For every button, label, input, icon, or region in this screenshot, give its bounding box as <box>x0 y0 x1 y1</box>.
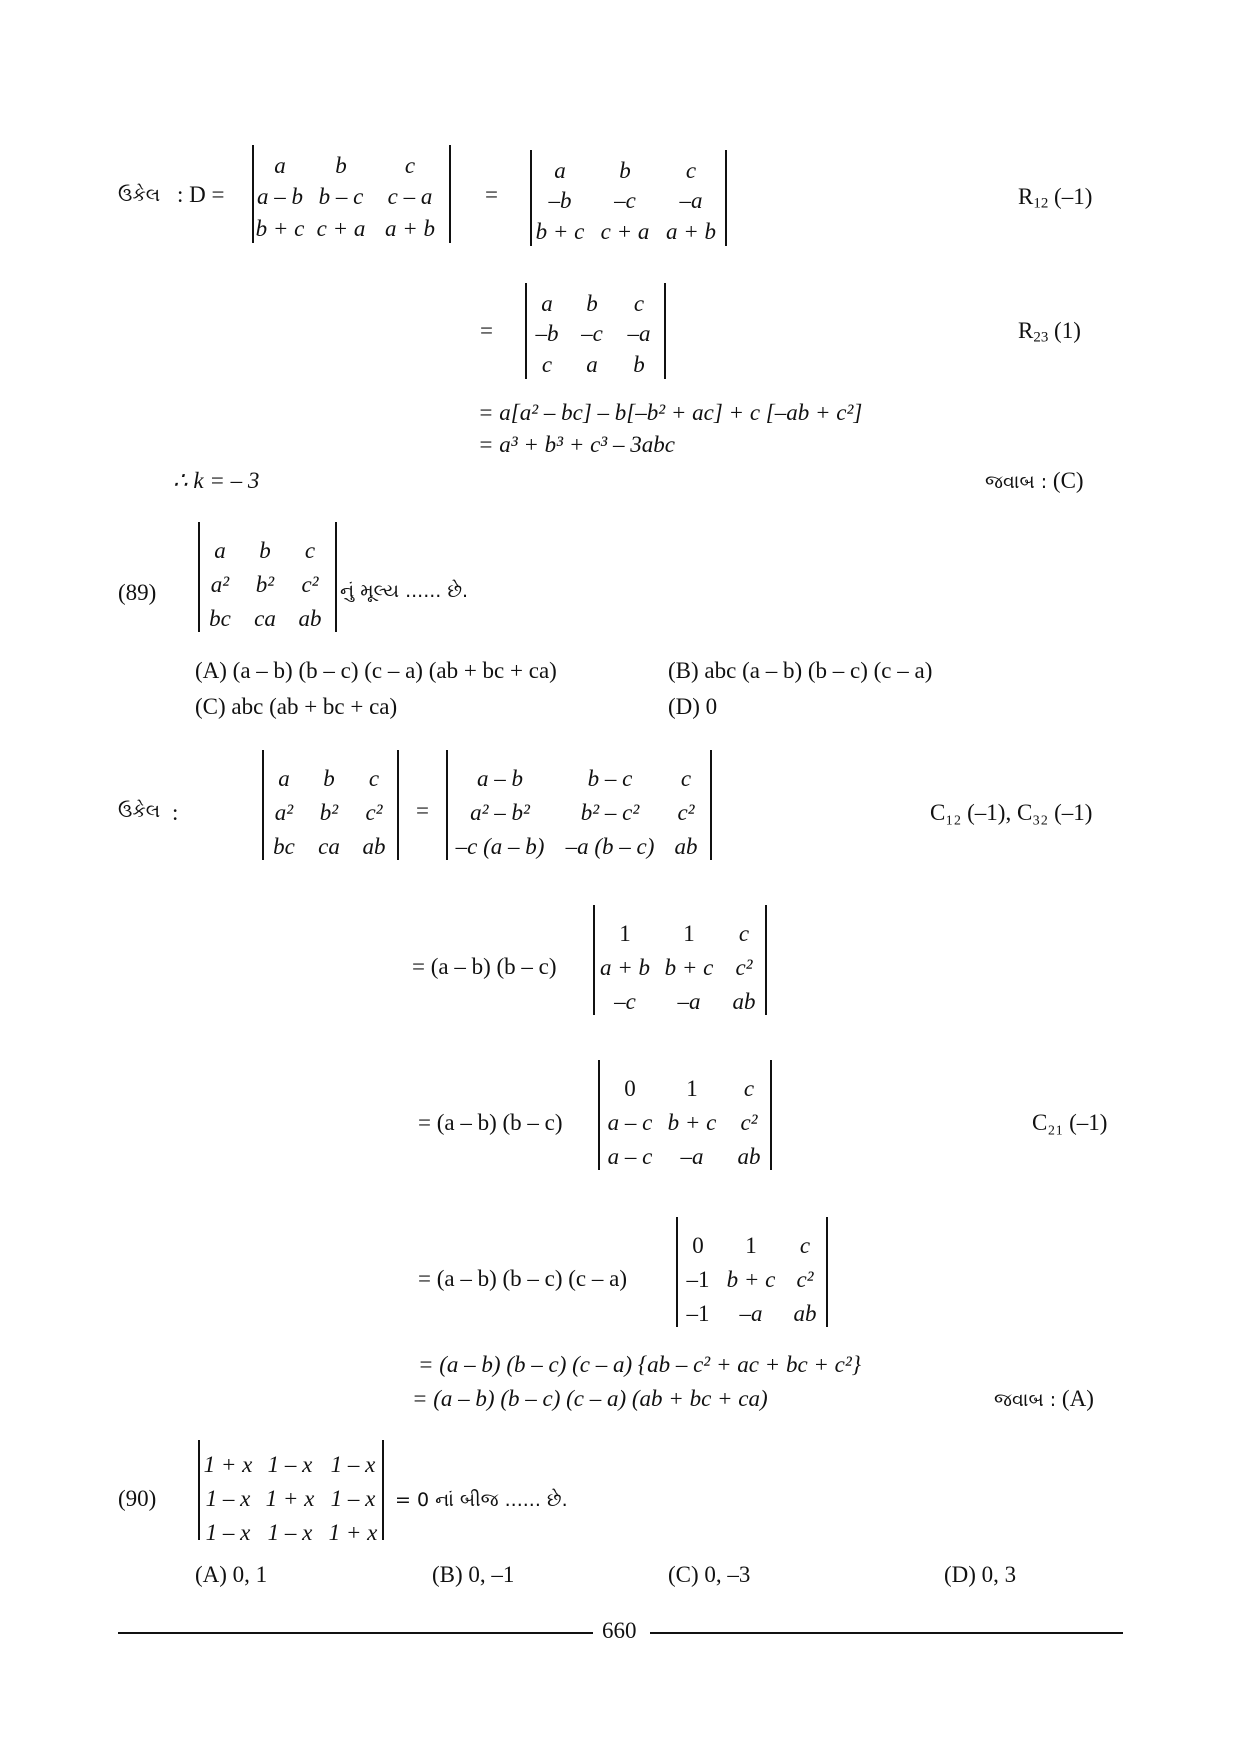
matrix-cell: b <box>259 538 271 563</box>
solution-89-determinant-5 <box>676 1217 828 1327</box>
row-operation-r23: $R_{23}$ (1) <box>1018 318 1081 346</box>
matrix-cell: b² – c² <box>580 800 640 825</box>
matrix-cell: 1 <box>619 921 631 946</box>
solution-89-determinant-1 <box>262 750 399 860</box>
result-k: ∴ k = – 3 <box>173 468 260 493</box>
matrix-cell: a <box>541 290 553 316</box>
option-d: (D) 0, 3 <box>944 1562 1017 1587</box>
matrix-cell: 1 – x <box>267 1520 313 1545</box>
matrix-cell: b – c <box>587 766 633 791</box>
matrix-cell: 1 <box>745 1233 757 1258</box>
matrix-cell: b + c <box>255 215 305 241</box>
matrix-cell: 1 – x <box>205 1486 251 1511</box>
matrix-cell: a <box>214 538 226 563</box>
matrix-cell: b <box>633 352 645 378</box>
matrix-cell: c² <box>365 800 383 825</box>
matrix-cell: 1 + x <box>328 1520 378 1545</box>
matrix-cell: c² <box>740 1110 758 1135</box>
matrix-cell: b² <box>255 572 275 597</box>
matrix-cell: c² <box>301 572 319 597</box>
matrix-cell: ab <box>362 834 386 859</box>
matrix-cell: b² <box>319 800 339 825</box>
matrix-cell: a <box>278 766 290 791</box>
matrix-cell: 1 – x <box>267 1452 313 1477</box>
matrix-cell: –1 <box>686 1301 710 1326</box>
equals-sign: = <box>485 182 498 207</box>
solution-label: ઉકેલ <box>118 800 161 822</box>
solution-89-determinant-4 <box>598 1060 772 1170</box>
answer-1: જવાબ : (C) <box>985 468 1084 493</box>
question-90-text: = 0 નાં બીજ ...... છે. <box>395 1489 568 1511</box>
matrix-cell: c <box>799 1233 811 1258</box>
expansion-line-3: = (a – b) (b – c) (c – a) {ab – c² + ac + bc + c²} <box>418 1352 861 1377</box>
expansion-line-2: = a³ + b³ + c³ – 3abc <box>478 432 675 457</box>
matrix-cell: c <box>685 157 697 183</box>
matrix-cell: c <box>738 921 750 946</box>
matrix-cell: c + a <box>316 215 366 241</box>
matrix-cell: c <box>633 290 645 316</box>
matrix-cell: c² <box>796 1267 814 1292</box>
matrix-cell: c² <box>677 800 695 825</box>
matrix-cell: b + c <box>667 1110 717 1135</box>
matrix-cell: b – c <box>318 184 364 210</box>
matrix-cell: 1 <box>686 1076 698 1101</box>
determinant-1 <box>252 145 451 243</box>
matrix-cell: a – b <box>257 184 303 210</box>
equals-sign: = <box>480 318 493 343</box>
matrix-cell: a + b <box>665 219 717 245</box>
matrix-cell: a – c <box>607 1144 653 1169</box>
matrix-cell: 1 + x <box>265 1486 315 1511</box>
matrix-cell: a² – b² <box>470 800 530 825</box>
matrix-cell: 1 – x <box>330 1486 376 1511</box>
row-operation-r12: $R_{12}$ (–1) <box>1018 184 1093 212</box>
equals-sign: = <box>416 798 429 823</box>
matrix-cell: ca <box>318 834 340 859</box>
determinant-lhs: : D = <box>177 182 225 207</box>
page-number: 660 <box>602 1618 637 1643</box>
determinant-3 <box>525 283 666 379</box>
matrix-cell: a – b <box>477 766 523 791</box>
question-89-text: નું મૂલ્ય ...... છે. <box>340 580 469 602</box>
matrix-cell: b <box>619 157 631 183</box>
matrix-cell: –c (a – b) <box>455 834 545 859</box>
option-c: (C) 0, –3 <box>668 1562 751 1587</box>
matrix-cell: a + b <box>599 955 651 980</box>
matrix-cell: –b <box>535 321 559 347</box>
matrix-cell: a + b <box>384 215 436 241</box>
matrix-cell: c <box>304 538 316 563</box>
matrix-cell: c – a <box>387 184 433 210</box>
matrix-cell: c² <box>735 955 753 980</box>
matrix-cell: ab <box>737 1144 761 1169</box>
solution-89-determinant-3 <box>593 905 767 1015</box>
matrix-cell: c <box>404 152 416 178</box>
solution-label: ઉકેલ <box>118 184 161 206</box>
factor-prefix-1: = (a – b) (b – c) <box>412 954 557 979</box>
footer-rule-left <box>118 1632 593 1634</box>
matrix-cell: –a <box>680 1144 704 1169</box>
expansion-line-1: = a[a² – bc] – b[–b² + ac] + c [–ab + c²] <box>478 400 863 425</box>
question-90-determinant <box>198 1440 384 1545</box>
matrix-cell: a² <box>274 800 294 825</box>
option-b: (B) abc (a – b) (b – c) (c – a) <box>668 658 933 683</box>
option-b: (B) 0, –1 <box>432 1562 515 1587</box>
matrix-cell: ab <box>732 989 756 1014</box>
matrix-cell: b <box>335 152 347 178</box>
factor-prefix-2: = (a – b) (b – c) <box>418 1110 563 1135</box>
matrix-cell: 0 <box>692 1233 704 1258</box>
question-89-determinant <box>198 522 337 632</box>
option-a: (A) 0, 1 <box>195 1562 268 1587</box>
matrix-cell: –a (b – c) <box>565 834 655 859</box>
solution-89-determinant-2 <box>446 750 712 860</box>
matrix-cell: a <box>586 352 598 378</box>
option-d: (D) 0 <box>668 694 718 719</box>
footer-rule-right <box>650 1632 1123 1634</box>
determinant-2 <box>530 150 727 246</box>
matrix-cell: c <box>368 766 380 791</box>
answer-2: જવાબ : (A) <box>994 1386 1094 1411</box>
question-number-89: (89) <box>118 580 157 605</box>
matrix-cell: a <box>554 157 566 183</box>
matrix-cell: bc <box>209 606 231 631</box>
matrix-cell: a² <box>210 572 230 597</box>
question-number-90: (90) <box>118 1486 157 1511</box>
matrix-cell: –a <box>677 989 701 1014</box>
column-operation-c21: C₂₁ (–1) <box>1032 1110 1108 1135</box>
matrix-cell: c <box>680 766 692 791</box>
matrix-cell: –c <box>614 989 636 1014</box>
matrix-cell: –1 <box>686 1267 710 1292</box>
matrix-cell: ca <box>254 606 276 631</box>
matrix-cell: b + c <box>664 955 714 980</box>
matrix-cell: –c <box>614 188 636 214</box>
matrix-cell: –a <box>739 1301 763 1326</box>
option-c: (C) abc (ab + bc + ca) <box>195 694 398 719</box>
matrix-cell: ab <box>793 1301 817 1326</box>
matrix-cell: b + c <box>535 219 585 245</box>
matrix-cell: –b <box>548 188 572 214</box>
matrix-cell: –a <box>679 188 703 214</box>
matrix-cell: 1 – x <box>205 1520 251 1545</box>
matrix-cell: a – c <box>607 1110 653 1135</box>
matrix-cell: b <box>586 290 598 316</box>
matrix-cell: c + a <box>600 219 650 245</box>
matrix-cell: 1 <box>683 921 695 946</box>
matrix-cell: ab <box>298 606 322 631</box>
matrix-cell: a <box>274 152 286 178</box>
column-operations: C₁₂ (–1), C₃₂ (–1) <box>930 800 1093 825</box>
matrix-cell: b + c <box>726 1267 776 1292</box>
matrix-cell: 0 <box>624 1076 636 1101</box>
matrix-cell: c <box>743 1076 755 1101</box>
matrix-cell: 1 – x <box>330 1452 376 1477</box>
colon: : <box>172 800 179 825</box>
matrix-cell: 1 + x <box>203 1452 253 1477</box>
matrix-cell: b <box>323 766 335 791</box>
matrix-cell: –a <box>627 321 651 347</box>
matrix-cell: –c <box>581 321 603 347</box>
matrix-cell: ab <box>674 834 698 859</box>
matrix-cell: c <box>541 352 553 378</box>
matrix-cell: bc <box>273 834 295 859</box>
expansion-line-4: = (a – b) (b – c) (c – a) (ab + bc + ca) <box>412 1386 768 1411</box>
factor-prefix-3: = (a – b) (b – c) (c – a) <box>418 1266 628 1291</box>
option-a: (A) (a – b) (b – c) (c – a) (ab + bc + ca) <box>195 658 557 683</box>
